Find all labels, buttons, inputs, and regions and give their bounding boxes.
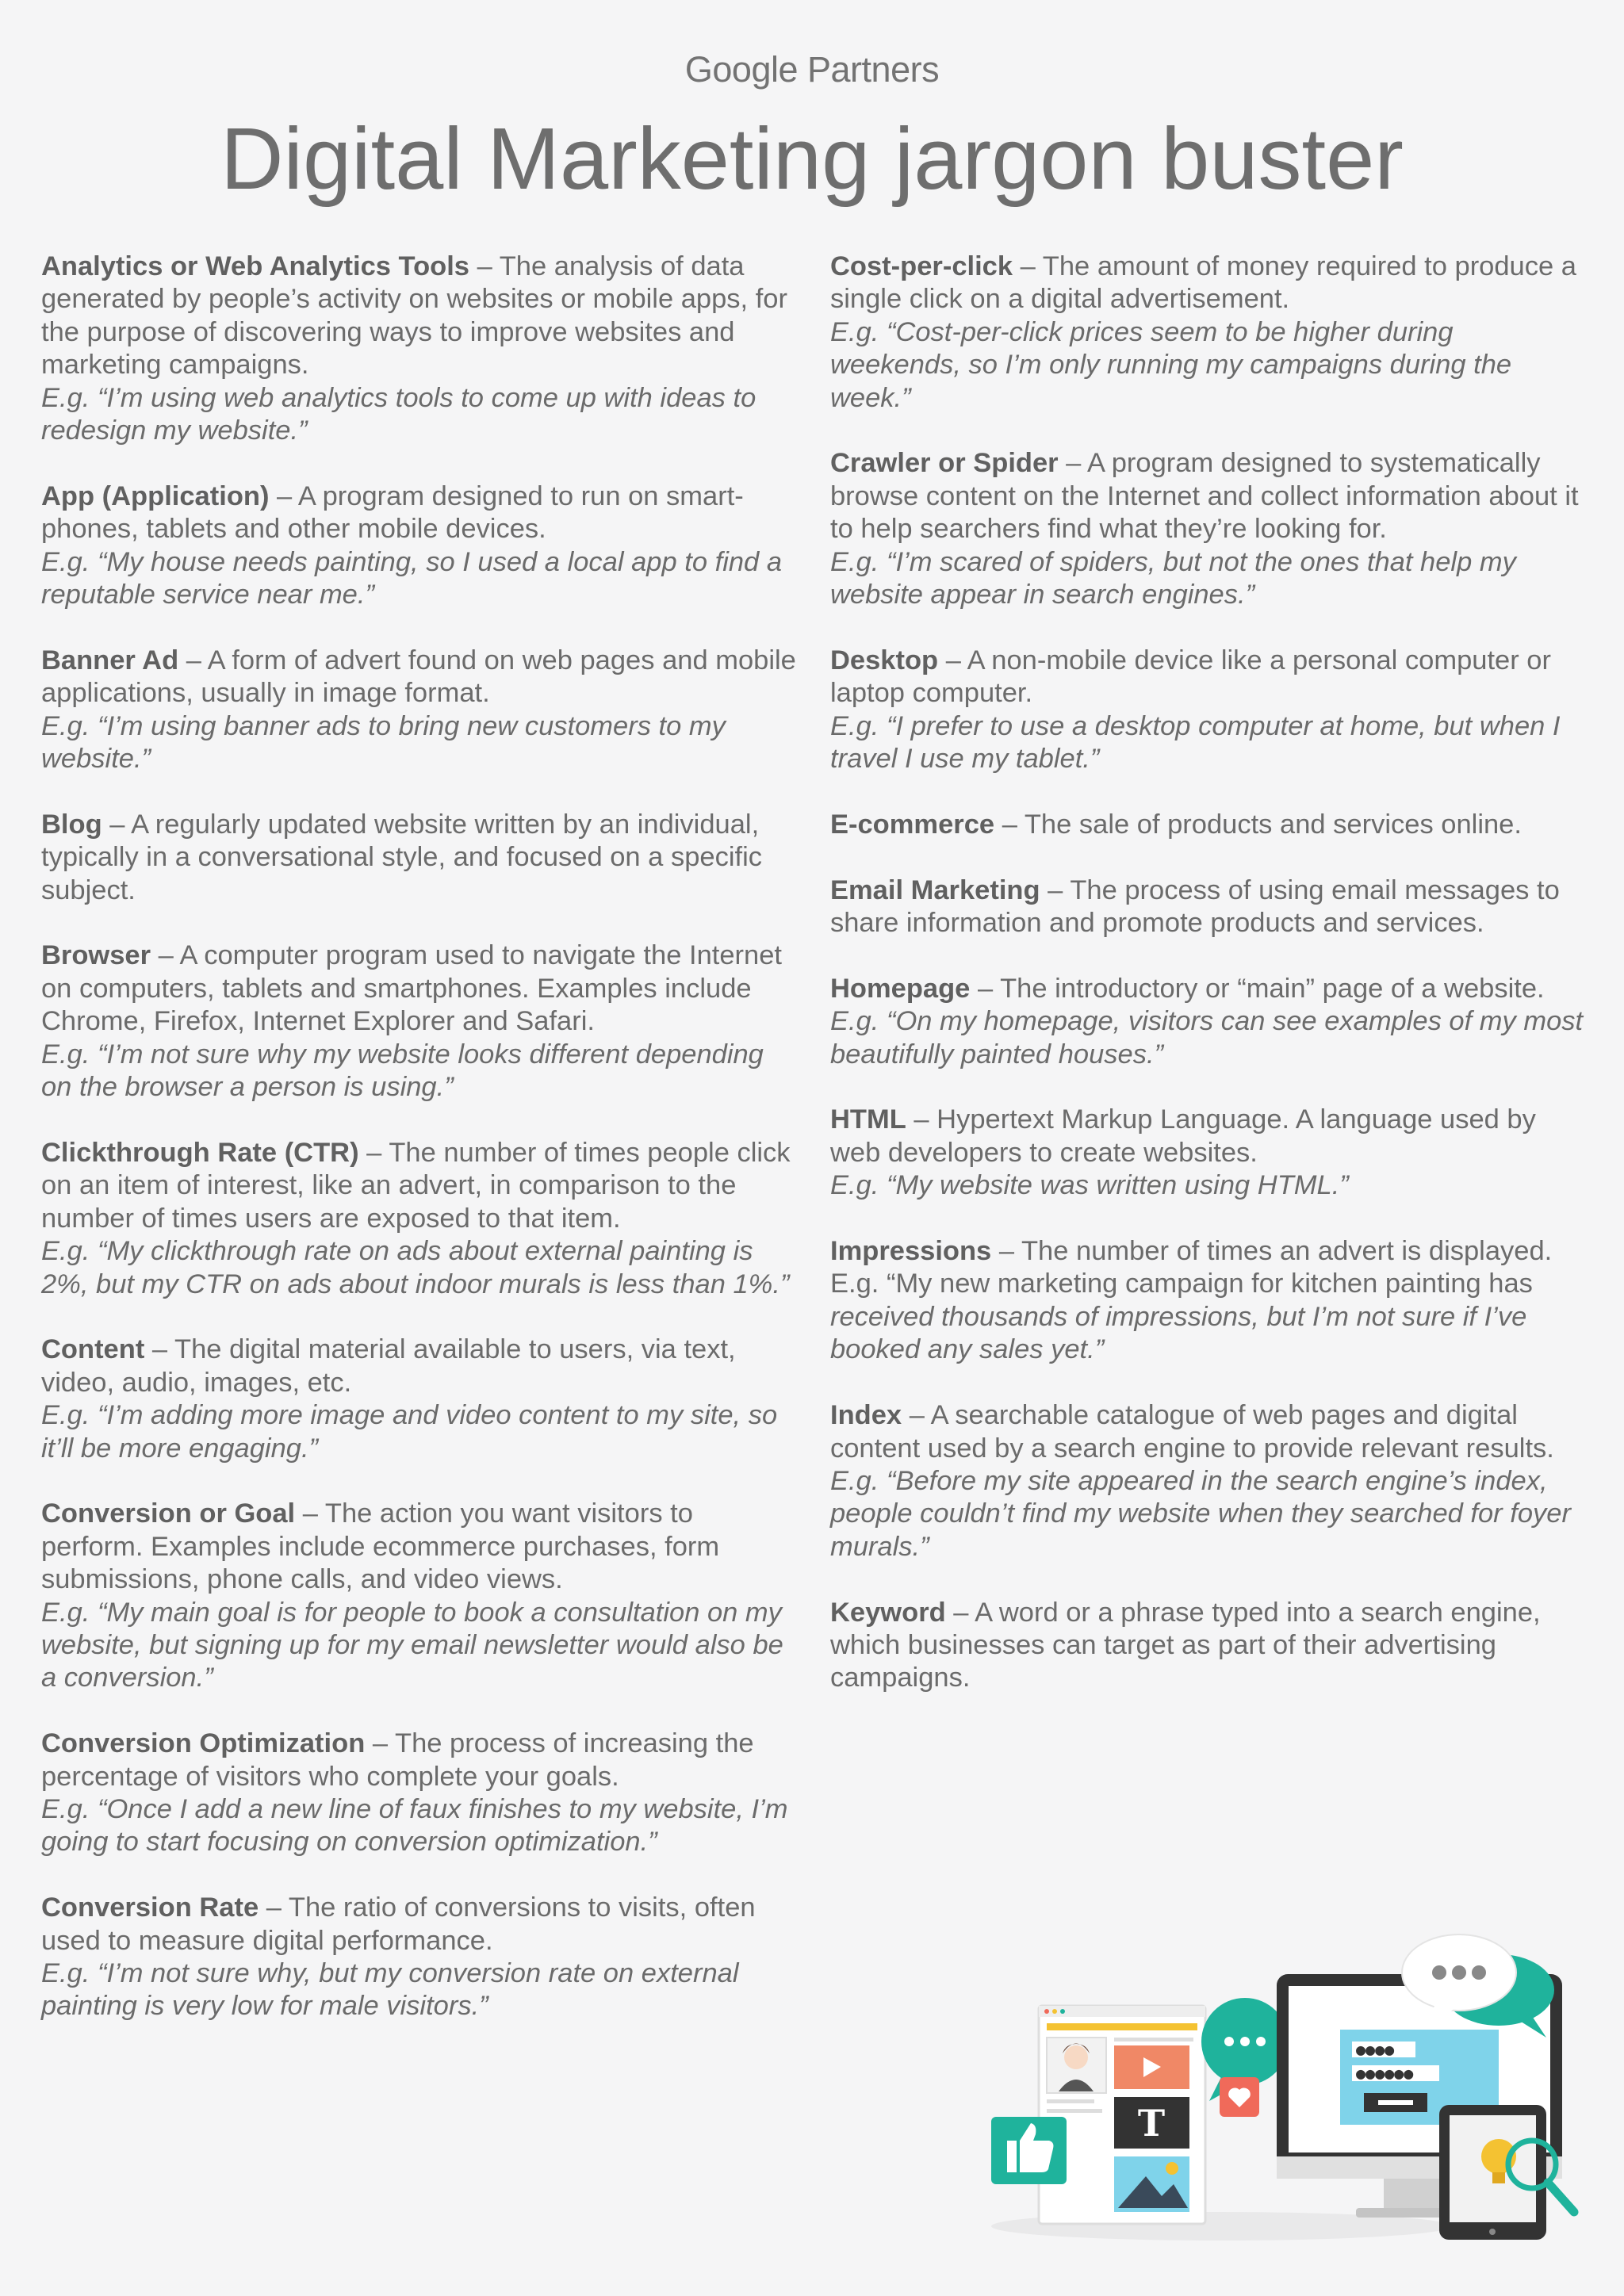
right-column [830, 251, 1591, 1728]
entry-definition: – The sale of products and services online. [994, 809, 1522, 840]
entry-definition: – A word or a phrase typed into a search engine, which businesses can target as part of their advertising campaigns. [830, 1597, 1541, 1693]
entry-example: E.g. “My house needs painting, so I used a local app to find a reputable service near me.” [41, 546, 783, 610]
entry-example: E.g. “My main goal is for people to book a consultation on my website, but signing up for my email newsletter would also be a conversion.” [41, 1597, 783, 1693]
entry-definition: – The number of times an advert is displayed. E.g. “My new marketing campaign for kitchen painting has [830, 1236, 1553, 1299]
play-icon [1114, 2045, 1189, 2089]
entry-example: E.g. “I’m using web analytics tools to come up with ideas to redesign my website.” [41, 382, 756, 446]
entry-example: E.g. “Cost-per-click prices seem to be higher during weekends, so I’m only running my campaigns during the week.” [830, 316, 1512, 413]
entry-example: E.g. “My clickthrough rate on ads about external painting is 2%, but my CTR on ads about indoor murals is less than 1%.” [41, 1236, 790, 1299]
entry-definition: – The ratio of conversions to visits, often used to measure digital performance. [41, 1892, 756, 1956]
entry-term: HTML [830, 1104, 906, 1135]
entry-definition: – A program designed to run on smart-phones, tablets and other mobile devices. [41, 480, 744, 545]
entry-example: E.g. “Once I add a new line of faux finishes to my website, I’m going to start focusing on conversion optimization.” [41, 1793, 788, 1858]
entry-example: E.g. “My website was written using HTML.” [830, 1170, 1349, 1201]
svg-text:●●●●: ●●●● [1356, 2040, 1395, 2059]
entry-definition: – A regularly updated website written by an individual, typically in a conversational style, and focused on a specific subject. [41, 809, 762, 905]
entry-term: Cost-per-click [830, 251, 1013, 281]
entry-definition: – The process of using email messages to share information and promote products and services. [830, 874, 1560, 939]
entry-term: Clickthrough Rate (CTR) [41, 1137, 359, 1168]
entry-term: App (Application) [41, 480, 270, 511]
glossary-entry [41, 1334, 801, 1465]
glossary-entry [41, 645, 801, 776]
glossary-entry [830, 251, 1591, 415]
entry-example: E.g. “On my homepage, visitors can see examples of my most beautifully painted houses.” [830, 1006, 1584, 1070]
glossary-entry [41, 1728, 801, 1859]
glossary-entry [41, 809, 801, 907]
glossary-entry [830, 1597, 1591, 1695]
glossary-entry [41, 251, 801, 447]
entry-definition: – The action you want visitors to perform. Examples include ecommerce purchases, form submissions, phone calls, and video views. [41, 1498, 720, 1595]
glossary-entry [830, 874, 1591, 940]
glossary-entry [830, 1104, 1591, 1202]
entry-term: E-commerce [830, 809, 995, 840]
entry-example: E.g. “I prefer to use a desktop computer at home, but when I travel I use my tablet.” [830, 710, 1561, 775]
svg-text:●●●●●●: ●●●●●● [1356, 2064, 1414, 2083]
entry-example: E.g. “I’m not sure why, but my conversion rate on external painting is very low for male visitors.” [41, 1957, 739, 2022]
digital-devices-illustration [983, 1927, 1586, 2260]
entry-definition: – The digital material available to users, via text, video, audio, images, etc. [41, 1334, 736, 1398]
page-title: Digital Marketing jargon buster [220, 110, 1404, 208]
glossary-entry [830, 809, 1591, 841]
entry-definition: – A searchable catalogue of web pages and digital content used by a search engine to provide relevant results. [830, 1400, 1554, 1464]
entry-definition: – The analysis of data generated by people’s activity on websites or mobile apps, for the purpose of discovering ways to improve websites and marketing campaigns. [41, 251, 787, 381]
entry-definition: – The introductory or “main” page of a website. [970, 973, 1545, 1004]
glossary-entry [41, 480, 801, 612]
entry-term: Browser [41, 940, 151, 971]
entry-example: E.g. “I’m scared of spiders, but not the ones that help my website appear in search engines.” [830, 546, 1516, 610]
image-icon [1114, 2156, 1189, 2212]
entry-definition: – A computer program used to navigate the Internet on computers, tablets and smartphones. Examples include Chrome, Firefox, Internet Explorer and Safari. [41, 940, 782, 1037]
glossary-entry [830, 1235, 1591, 1367]
entry-term: Desktop [830, 645, 939, 675]
entry-example: E.g. “I’m using banner ads to bring new customers to my website.” [41, 710, 726, 775]
entry-definition: – A form of advert found on web pages and mobile applications, usually in image format. [41, 645, 796, 709]
entry-definition: – The process of increasing the percentage of visitors who complete your goals. [41, 1728, 754, 1792]
glossary-entry [41, 1137, 801, 1301]
glossary-entry [41, 1498, 801, 1694]
glossary-entry [41, 1892, 801, 2023]
entry-term: Content [41, 1334, 145, 1365]
entry-example: received thousands of impressions, but I’m not sure if I’ve booked any sales yet.” [830, 1301, 1527, 1365]
entry-term: Homepage [830, 973, 971, 1004]
entry-term: Banner Ad [41, 645, 179, 675]
svg-text:T: T [1137, 2102, 1166, 2145]
glossary-entry [830, 645, 1591, 776]
entry-term: Index [830, 1400, 902, 1431]
entry-term: Impressions [830, 1236, 992, 1267]
entry-definition: – The number of times people click on an item of interest, like an advert, in comparison to the number of times users are exposed to that item. [41, 1137, 791, 1234]
text-t-icon [1114, 2097, 1189, 2149]
entry-definition: – Hypertext Markup Language. A language used by web developers to create websites. [830, 1104, 1536, 1168]
left-column [41, 251, 801, 2056]
entry-example: E.g. “I’m adding more image and video content to my site, so it’ll be more engaging.” [41, 1400, 778, 1464]
entry-term: Analytics or Web Analytics Tools [41, 251, 469, 281]
entry-term: Conversion Rate [41, 1892, 259, 1923]
glossary-entry [41, 939, 801, 1104]
heart-icon [1220, 2077, 1259, 2117]
thumbs-up-icon [991, 2117, 1067, 2184]
glossary-entry [830, 447, 1591, 611]
glossary-entry [830, 973, 1591, 1071]
brand-logo: Google Partners [684, 49, 940, 90]
entry-example: E.g. “Before my site appeared in the search engine’s index, people couldn’t find my website when they searched for foyer murals.” [830, 1465, 1571, 1562]
glossary-entry [830, 1399, 1591, 1563]
entry-term: Crawler or Spider [830, 448, 1059, 479]
entry-term: Conversion or Goal [41, 1498, 296, 1529]
entry-definition: – The amount of money required to produce a single click on a digital advertisement. [830, 251, 1576, 315]
entry-example: E.g. “I’m not sure why my website looks different depending on the browser a person is using.” [41, 1039, 764, 1103]
entry-term: Keyword [830, 1597, 946, 1628]
entry-term: Conversion Optimization [41, 1728, 366, 1759]
entry-term: Blog [41, 809, 102, 840]
entry-definition: – A non-mobile device like a personal computer or laptop computer. [830, 645, 1551, 709]
entry-definition: – A program designed to systematically browse content on the Internet and collect information about it to help searchers find what they’re looking for. [830, 448, 1579, 545]
entry-term: Email Marketing [830, 874, 1040, 905]
